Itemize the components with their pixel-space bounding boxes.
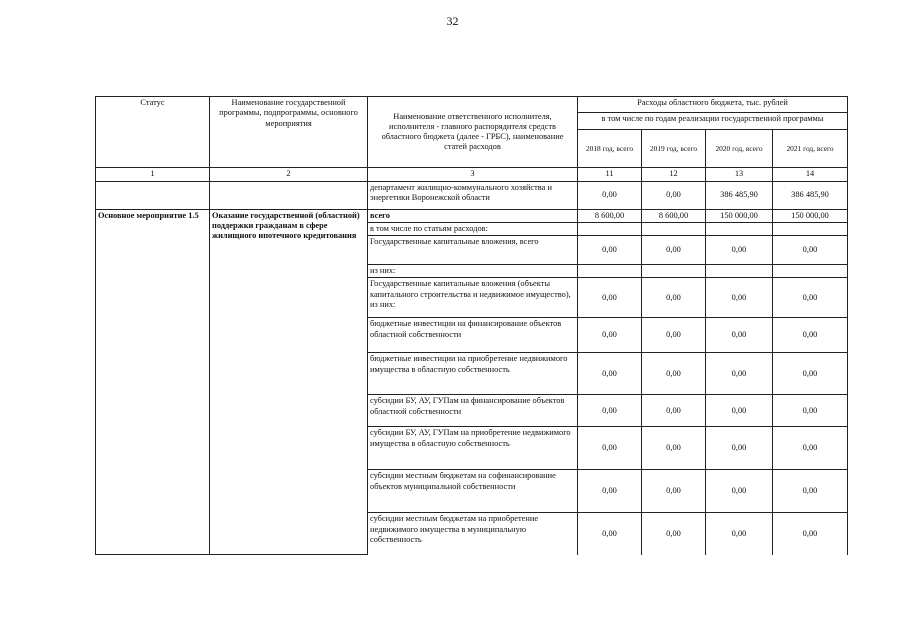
value-2021: 0,00 [773, 236, 848, 265]
page-number: 32 [446, 14, 459, 28]
value-2021: 150 000,00 [773, 209, 848, 222]
value-2018: 0,00 [578, 427, 642, 470]
value-2021: 0,00 [773, 278, 848, 318]
value-2020: 0,00 [706, 278, 773, 318]
header-by-years: в том числе по годам реализации государственной программы [578, 113, 848, 130]
value-2019: 8 600,00 [642, 209, 706, 222]
column-number: 14 [773, 168, 848, 181]
value-empty [706, 265, 773, 278]
value-2020: 0,00 [706, 427, 773, 470]
value-2020: 0,00 [706, 513, 773, 555]
header-year-2018: 2018 год, всего [578, 130, 642, 168]
value-2020: 0,00 [706, 318, 773, 353]
value-2019: 0,00 [642, 470, 706, 513]
header-executor: Наименование ответственного исполнителя, исполнителя - главного распорядителя средств областного бюджета (далее - ГРБС), наименование статей расходов [368, 97, 578, 168]
header-status: Статус [96, 97, 210, 130]
row-label: субсидии местным бюджетам на приобретение недвижимого имущества в муниципальную собственность [368, 513, 578, 555]
row-label: бюджетные инвестиции на финансирование объектов областной собственности [368, 318, 578, 353]
row-label: субсидии местным бюджетам на софинансирование объектов муниципальной собственности [368, 470, 578, 513]
column-number: 13 [706, 168, 773, 181]
value-2018: 0,00 [578, 353, 642, 395]
row-label: субсидии БУ, АУ, ГУПам на финансирование объектов областной собственности [368, 395, 578, 427]
value-empty [578, 222, 642, 235]
value-2019: 0,00 [642, 395, 706, 427]
program-name-cell: Оказание государственной (областной) поддержки гражданам в сфере жилищного ипотечного кредитования [210, 209, 368, 555]
value-2018: 0,00 [578, 318, 642, 353]
value-2020: 0,00 [706, 353, 773, 395]
value-2018: 0,00 [578, 395, 642, 427]
value-empty [578, 265, 642, 278]
value-2019: 0,00 [642, 427, 706, 470]
value-2021: 0,00 [773, 427, 848, 470]
status-cell: Основное мероприятие 1.5 [96, 209, 210, 555]
value-2018: 0,00 [578, 513, 642, 555]
status-cell-empty [96, 181, 210, 209]
value-2021: 0,00 [773, 470, 848, 513]
value-2018: 0,00 [578, 278, 642, 318]
value-2020: 386 485,90 [706, 181, 773, 209]
budget-table [95, 96, 848, 555]
value-2019: 0,00 [642, 353, 706, 395]
value-2021: 0,00 [773, 318, 848, 353]
value-2019: 0,00 [642, 318, 706, 353]
column-number: 11 [578, 168, 642, 181]
value-empty [706, 222, 773, 235]
header-year-2020: 2020 год, всего [706, 130, 773, 168]
value-2019: 0,00 [642, 181, 706, 209]
row-label: в том числе по статьям расходов: [368, 222, 578, 235]
value-empty [642, 222, 706, 235]
value-2021: 0,00 [773, 395, 848, 427]
value-2019: 0,00 [642, 278, 706, 318]
row-label: субсидии БУ, АУ, ГУПам на приобретение недвижимого имущества в областную собственность [368, 427, 578, 470]
header-expenses: Расходы областного бюджета, тыс. рублей [578, 97, 848, 113]
value-empty [773, 265, 848, 278]
column-number: 12 [642, 168, 706, 181]
header-program-cont [210, 130, 368, 168]
header-year-2021: 2021 год, всего [773, 130, 848, 168]
value-2020: 0,00 [706, 395, 773, 427]
value-empty [773, 222, 848, 235]
value-2020: 0,00 [706, 470, 773, 513]
value-2018: 0,00 [578, 470, 642, 513]
value-2020: 0,00 [706, 236, 773, 265]
value-2018: 0,00 [578, 236, 642, 265]
header-status-cont [96, 130, 210, 168]
header-year-2019: 2019 год, всего [642, 130, 706, 168]
value-2019: 0,00 [642, 236, 706, 265]
row-label: из них: [368, 265, 578, 278]
value-2019: 0,00 [642, 513, 706, 555]
row-label: бюджетные инвестиции на приобретение недвижимого имущества в областную собственность [368, 353, 578, 395]
value-2018: 0,00 [578, 181, 642, 209]
column-number: 2 [210, 168, 368, 181]
value-2021: 0,00 [773, 513, 848, 555]
row-label: всего [368, 209, 578, 222]
value-2018: 8 600,00 [578, 209, 642, 222]
column-number: 1 [96, 168, 210, 181]
row-label: Государственные капитальные вложения, всего [368, 236, 578, 265]
value-empty [642, 265, 706, 278]
value-2021: 0,00 [773, 353, 848, 395]
row-label: Государственные капитальные вложения (объекты капитального строительства и недвижимое имущество), из них: [368, 278, 578, 318]
row-label: департамент жилищно-коммунального хозяйства и энергетики Воронежской области [368, 181, 578, 209]
value-2020: 150 000,00 [706, 209, 773, 222]
value-2021: 386 485,90 [773, 181, 848, 209]
name-cell-empty [210, 181, 368, 209]
column-number: 3 [368, 168, 578, 181]
header-program-name: Наименование государственной программы, подпрограммы, основного мероприятия [210, 97, 368, 130]
